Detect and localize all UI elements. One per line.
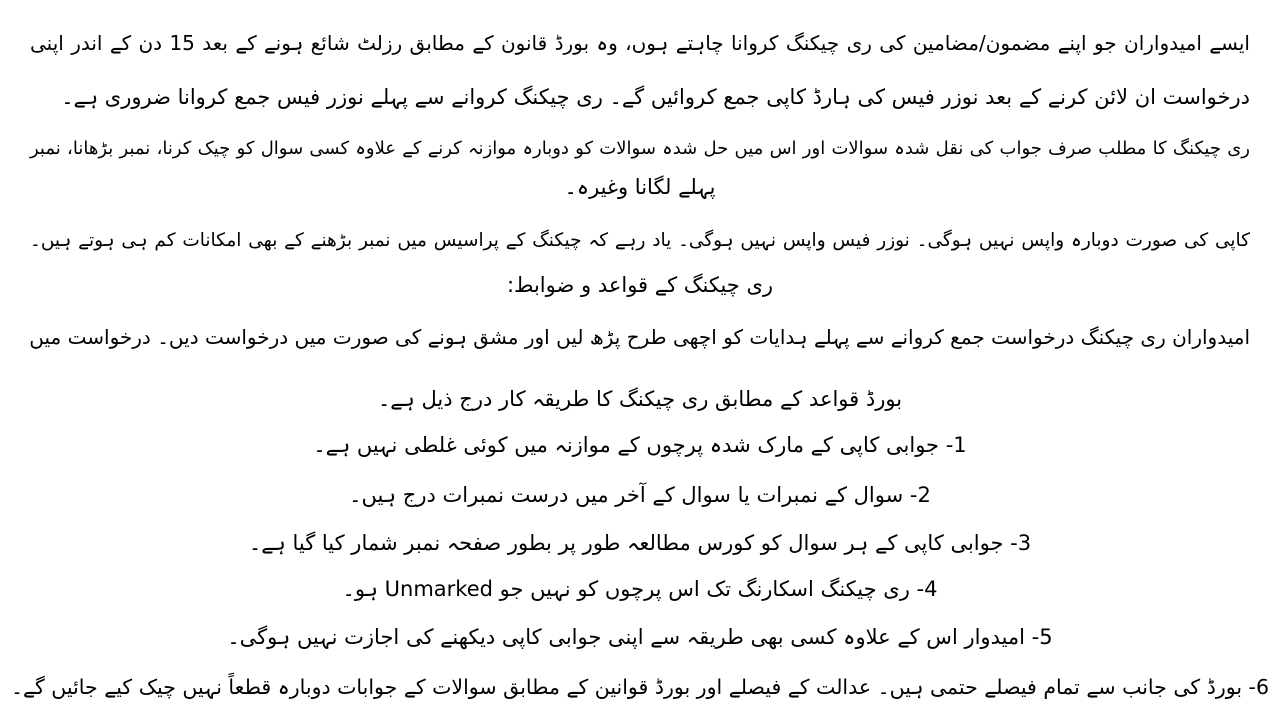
- paragraph-line: کاپی کی صورت دوبارہ واپس نہیں ہوگی۔ نوزر فیس واپس نہیں ہوگی۔ یاد رہے کہ چیکنگ کے پراسیس میں نمبر بڑھنے کے بھی امکانات کم ہی ہوتے ہیں۔: [30, 230, 1250, 251]
- rule-item: 1- جوابی کاپی کے مارک شدہ پرچوں کے موازنہ میں کوئی غلطی نہیں ہے۔: [313, 433, 967, 457]
- paragraph-line: امیدواران ری چیکنگ درخواست جمع کروانے سے پہلے ہدایات کو اچھی طرح پڑھ لیں اور مشق ہونے کی صورت میں درخواست دیں۔ درخواست میں: [29, 325, 1250, 349]
- rule-item: 4- ری چیکنگ اسکارنگ تک اس پرچوں کو نہیں جو Unmarked ہو۔: [342, 577, 938, 601]
- paragraph-line: ری چیکنگ کا مطلب صرف جواب کی نقل شدہ سوالات اور اس میں حل شدہ سوالات کو دوبارہ موازنہ کرنے کے علاوہ کسی سوال کو چیک کرنا، نمبر بڑھانا، نمبر: [30, 138, 1250, 159]
- rule-item: 3- جوابی کاپی کے ہر سوال کو کورس مطالعہ طور پر بطور صفحہ نمبر شمار کیا گیا ہے۔: [248, 531, 1032, 555]
- paragraph-line: بورڈ قواعد کے مطابق ری چیکنگ کا طریقہ کار درج ذیل ہے۔: [377, 387, 903, 411]
- section-heading: ری چیکنگ کے قواعد و ضوابط:: [506, 273, 774, 297]
- paragraph-line: درخواست ان لائن کرنے کے بعد نوزر فیس کی ہارڈ کاپی جمع کروائیں گے۔ ری چیکنگ کروانے سے پہلے نوزر فیس جمع کروانا ضروری ہے۔: [61, 85, 1250, 109]
- rule-item: 5- امیدوار اس کے علاوہ کسی بھی طریقہ سے اپنی جوابی کاپی دیکھنے کی اجازت نہیں ہوگی۔: [227, 625, 1053, 649]
- paragraph-line: پہلے لگانا وغیرہ۔: [564, 175, 716, 199]
- rule-item: 6- بورڈ کی جانب سے تمام فیصلے حتمی ہیں۔ عدالت کے فیصلے اور بورڈ قوانین کے مطابق سوالات کے جوابات دوبارہ قطعاً نہیں چیک کیے جائیں گے۔: [10, 675, 1269, 699]
- paragraph-line: ایسے امیدواران جو اپنے مضمون/مضامین کی ری چیکنگ کروانا چاہتے ہوں، وہ بورڈ قانون کے مطابق رزلٹ شائع ہونے کے بعد 15 دن کے اندر اپنی: [30, 31, 1250, 55]
- rule-item: 2- سوال کے نمبرات یا سوال کے آخر میں درست نمبرات درج ہیں۔: [349, 483, 931, 507]
